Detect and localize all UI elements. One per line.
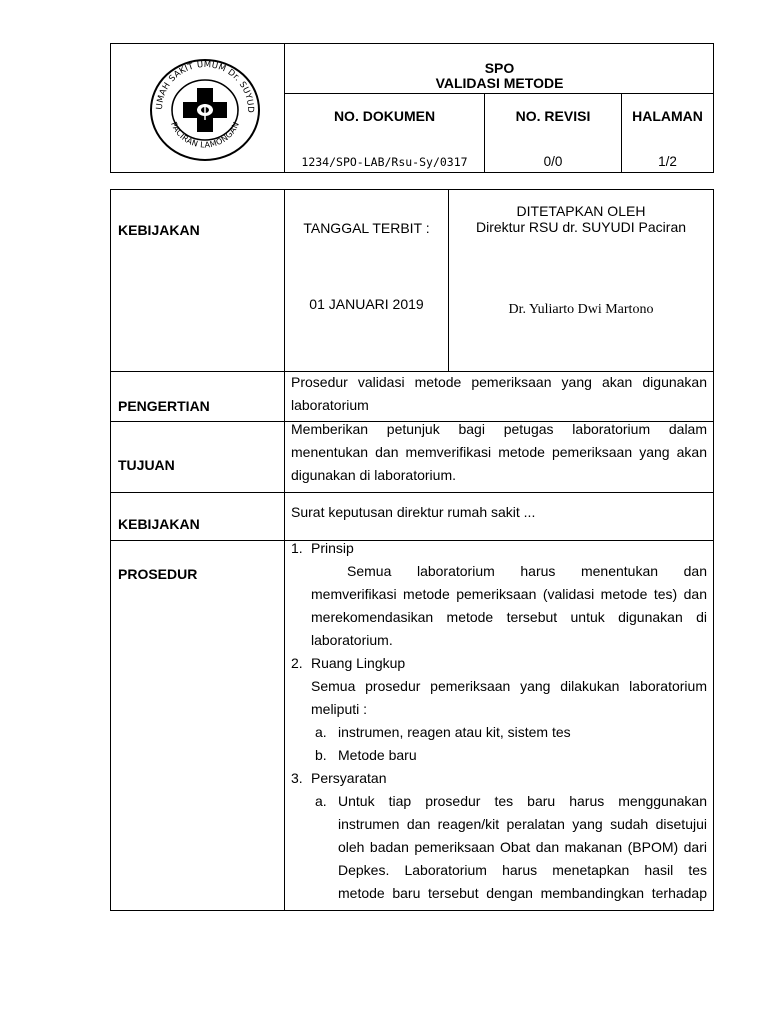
- tujuan-line: Memberikan petunjuk bagi petugas laboratorium dalam: [291, 421, 707, 437]
- persyaratan-line: Untuk tiap prosedur tes baru harus menggunakan: [338, 793, 707, 809]
- pengertian-text: [291, 371, 707, 417]
- issue-date: 01 JANUARI 2019: [309, 296, 424, 312]
- prinsip-text: [311, 560, 707, 652]
- persyaratan-line: oleh badan pemeriksaan Obat dan makanan (BPOM) dari: [338, 839, 707, 855]
- signer-name: Dr. Yuliarto Dwi Martono: [508, 302, 654, 317]
- prinsip-line: laboratorium.: [311, 632, 393, 648]
- logo-ring-top-text: UMAH SAKIT UMUM Dr. SUYUD: [154, 59, 256, 114]
- page-label: HALAMAN: [632, 108, 703, 124]
- ruang-lingkup-line: meliputi :: [311, 701, 368, 717]
- document-title: VALIDASI METODE: [435, 75, 564, 91]
- issue-date-label: TANGGAL TERBIT :: [303, 220, 430, 236]
- kebijakan-label-top: KEBIJAKAN: [118, 222, 200, 238]
- kebijakan-label: KEBIJAKAN: [118, 516, 200, 532]
- persyaratan-line: metode baru tersebut dengan membandingkan terhadap: [338, 885, 707, 901]
- doc-number-value: 1234/SPO-LAB/Rsu-Sy/0317: [301, 155, 468, 169]
- list-marker: b.: [315, 747, 327, 763]
- ruang-lingkup-line: Semua prosedur pemeriksaan yang dilakukan laboratorium: [311, 678, 707, 694]
- revision-value: 0/0: [543, 154, 563, 169]
- prinsip-line: memverifikasi metode pemeriksaan (validasi metode tes) dan: [311, 586, 707, 602]
- prosedur-number: 1.: [291, 540, 303, 556]
- pengertian-label: PENGERTIAN: [118, 398, 210, 414]
- revision-label: NO. REVISI: [515, 108, 591, 124]
- prosedur-heading: Persyaratan: [311, 770, 387, 786]
- doc-number-label: NO. DOKUMEN: [333, 108, 436, 124]
- director-title: Direktur RSU dr. SUYUDI Paciran: [475, 219, 687, 235]
- prinsip-line: Semua laboratorium harus menentukan dan: [347, 563, 707, 579]
- prosedur-number: 2.: [291, 655, 303, 671]
- pengertian-line: laboratorium: [291, 397, 369, 413]
- tujuan-text: [291, 418, 707, 487]
- tujuan-label: TUJUAN: [118, 457, 175, 473]
- tujuan-line: digunakan di laboratorium.: [291, 467, 456, 483]
- logo-ring-bottom-text: PACIRAN LAMONGAN: [169, 120, 242, 150]
- prosedur-heading: Ruang Lingkup: [311, 655, 406, 671]
- hospital-logo: [148, 58, 262, 162]
- list-marker: a.: [315, 793, 327, 809]
- ruang-lingkup-text: [311, 675, 707, 721]
- prosedur-label: PROSEDUR: [118, 566, 198, 582]
- prosedur-number: 3.: [291, 770, 303, 786]
- pengertian-line: Prosedur validasi metode pemeriksaan yang akan digunakan: [291, 374, 707, 390]
- prinsip-line: merekomendasikan metode tersebut untuk digunakan di: [311, 609, 707, 625]
- set-by-label: DITETAPKAN OLEH: [516, 203, 646, 219]
- kebijakan-text: Surat keputusan direktur rumah sakit ...: [291, 504, 536, 520]
- document-type: SPO: [484, 60, 515, 76]
- page-value: 1/2: [658, 154, 677, 169]
- list-marker: a.: [315, 724, 327, 740]
- list-item: instrumen, reagen atau kit, sistem tes: [338, 724, 571, 740]
- persyaratan-text: [338, 790, 707, 905]
- list-item: Metode baru: [338, 747, 417, 763]
- persyaratan-line: Depkes. Laboratorium harus menetapkan hasil tes: [338, 862, 707, 878]
- persyaratan-line: instrumen dan reagen/kit peralatan yang sudah disetujui: [338, 816, 707, 832]
- tujuan-line: menentukan dan memverifikasi metode pemeriksaan yang akan: [291, 444, 707, 460]
- prosedur-heading: Prinsip: [311, 540, 354, 556]
